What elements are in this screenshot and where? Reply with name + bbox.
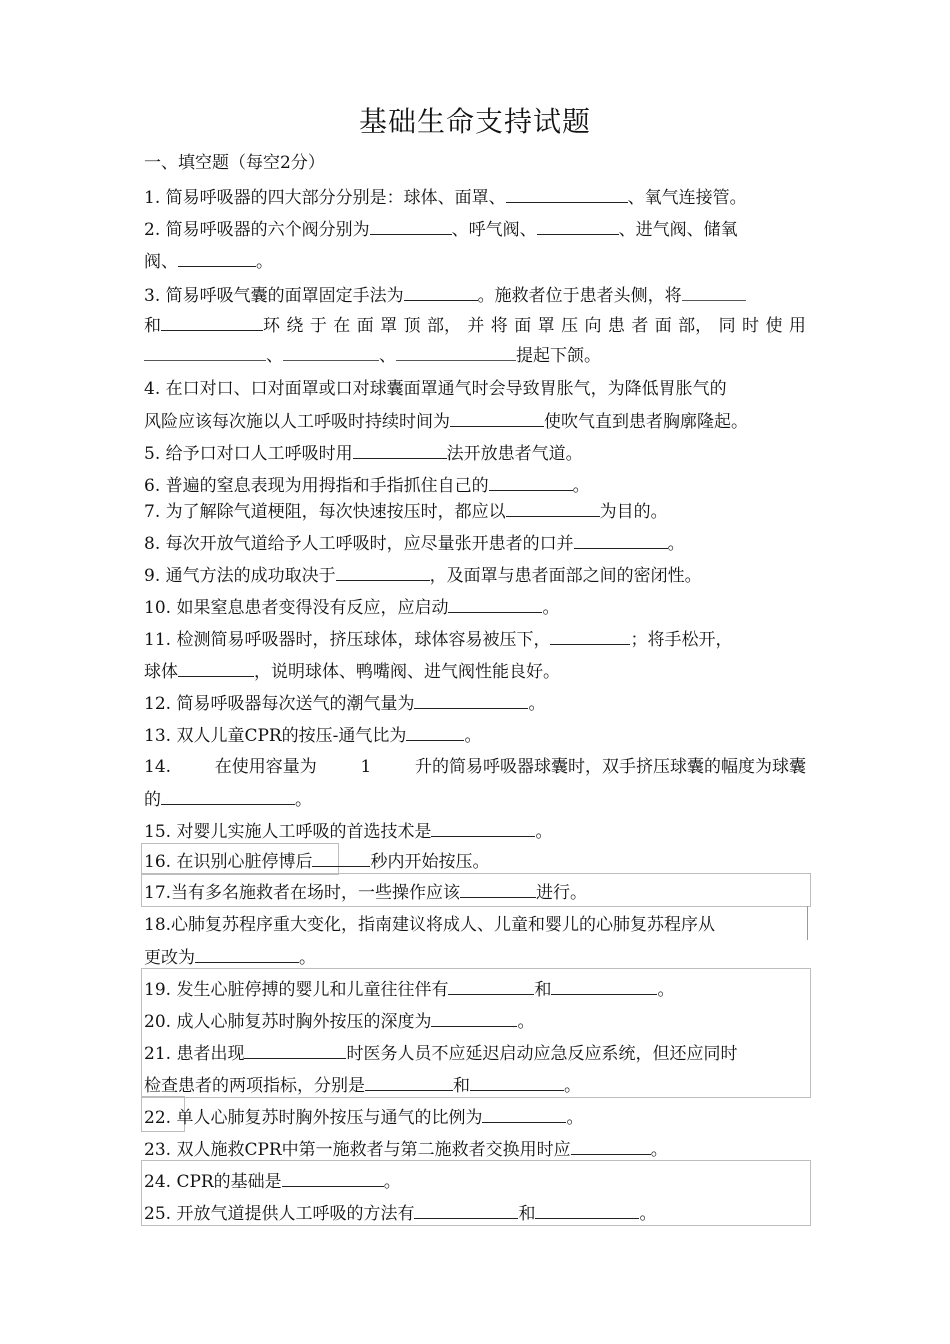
page-title: 基础生命支持试题 xyxy=(358,105,591,138)
answer-blank[interactable] xyxy=(448,596,542,613)
question-15 xyxy=(144,820,552,842)
question-text: ，及面罩与患者面部之间的密闭性。 xyxy=(429,566,702,586)
question-21-cont xyxy=(144,1074,581,1096)
question-text: 2. 简易呼吸器的六个阀分别为 xyxy=(144,220,370,240)
question-19 xyxy=(144,978,674,1000)
question-text: 、 xyxy=(379,346,396,366)
question-text: 检查患者的两项指标，分别是 xyxy=(144,1076,365,1096)
answer-blank[interactable] xyxy=(489,474,573,491)
question-text: 。施救者位于患者头侧，将 xyxy=(477,286,682,306)
answer-blank[interactable] xyxy=(682,284,746,301)
answer-blank[interactable] xyxy=(535,1202,639,1219)
answer-blank[interactable] xyxy=(336,564,430,581)
question-text: 和 xyxy=(453,1076,470,1096)
answer-blank[interactable] xyxy=(550,628,630,645)
question-text: 向 xyxy=(584,316,602,336)
question-text: 11. 检测简易呼吸器时，挤压球体，球体容易被压下， xyxy=(144,630,551,650)
question-text: 。 xyxy=(657,980,675,1000)
answer-blank[interactable] xyxy=(312,850,370,867)
answer-blank[interactable] xyxy=(353,442,447,459)
question-text: 提起下颌。 xyxy=(516,346,601,366)
answer-blank[interactable] xyxy=(506,500,600,517)
question-text: 者 xyxy=(631,316,649,336)
answer-blank[interactable] xyxy=(482,1106,566,1123)
question-text: 。 xyxy=(667,534,685,554)
question-24 xyxy=(144,1170,401,1192)
question-text: 压 xyxy=(561,316,579,336)
question-text: 使吹气直到患者胸廓隆起。 xyxy=(544,412,748,432)
question-text: 升的简易呼吸器球囊时，双手挤压球囊的幅度为球囊 xyxy=(414,757,806,777)
answer-blank[interactable] xyxy=(450,410,544,427)
question-text: 5. 给予口对口人工呼吸时用 xyxy=(144,444,353,464)
question-text: 21. 患者出现 xyxy=(144,1044,245,1064)
question-4-cont xyxy=(144,410,748,432)
question-14 xyxy=(144,756,806,778)
question-text: 1. 简易呼吸器的四大部分分别是：球体、面罩、 xyxy=(144,188,506,208)
question-text: 为目的。 xyxy=(599,502,668,522)
answer-blank[interactable] xyxy=(431,1010,517,1027)
question-text: 23. 双人施救CPR中第一施救者与第二施救者交换用时应 xyxy=(144,1140,571,1160)
question-text: 并 xyxy=(467,316,485,336)
answer-blank[interactable] xyxy=(144,344,266,361)
question-25 xyxy=(144,1202,656,1224)
question-text: 罩 xyxy=(537,316,555,336)
question-7 xyxy=(144,500,668,522)
question-3-cont xyxy=(144,314,806,336)
question-text: 4. 在口对口、口对面罩或口对球囊面罩通气时会导致胃胀气，为降低胃胀气的 xyxy=(144,379,727,399)
answer-blank[interactable] xyxy=(448,978,534,995)
question-text: 时医务人员不应延迟启动应急反应系统，但还应同时 xyxy=(346,1044,738,1064)
question-text: 部， xyxy=(678,316,713,336)
question-text: 顶 xyxy=(403,316,421,336)
question-text: 风险应该每次施以人工呼吸时持续时间为 xyxy=(144,412,450,432)
question-text: 更改为 xyxy=(144,948,195,968)
question-text: 部， xyxy=(426,316,461,336)
question-text: 3. 简易呼吸气囊的面罩固定手法为 xyxy=(144,286,404,306)
question-text: 20. 成人心肺复苏时胸外按压的深度为 xyxy=(144,1012,432,1032)
question-6 xyxy=(144,474,590,496)
question-text: 同 xyxy=(718,316,736,336)
question-4 xyxy=(144,378,727,400)
question-text: 。 xyxy=(464,726,482,746)
answer-blank[interactable] xyxy=(365,1074,453,1091)
question-text: 和 xyxy=(534,980,552,1000)
scan-mark xyxy=(807,906,808,940)
question-text: 。 xyxy=(572,476,590,496)
question-text: 25. 开放气道提供人工呼吸的方法有 xyxy=(144,1204,415,1224)
answer-blank[interactable] xyxy=(574,532,668,549)
question-text: 7. 为了解除气道梗阻，每次快速按压时，都应以 xyxy=(144,502,506,522)
question-22 xyxy=(144,1106,583,1128)
question-text: 。 xyxy=(517,1012,535,1032)
question-text: ，说明球体、鸭嘴阀、进气阀性能良好。 xyxy=(254,662,560,682)
answer-blank[interactable] xyxy=(404,284,478,301)
answer-blank[interactable] xyxy=(431,820,535,837)
question-text: 22. 单人心肺复苏时胸外按压与通气的比例为 xyxy=(144,1108,483,1128)
question-2-cont xyxy=(144,250,273,272)
question-text: 13. 双人儿童CPR的按压-通气比为 xyxy=(144,726,407,746)
question-text: 、呼气阀、 xyxy=(451,220,537,240)
section-heading: 一、填空题（每空2分） xyxy=(144,153,325,173)
question-10 xyxy=(144,596,559,618)
answer-blank[interactable] xyxy=(551,978,657,995)
question-text: 环 xyxy=(263,316,280,336)
question-2 xyxy=(144,218,738,240)
question-text: 。 xyxy=(542,598,560,618)
question-text: 14. xyxy=(144,757,172,777)
question-text: 进行。 xyxy=(536,883,588,903)
question-text: 。 xyxy=(535,822,553,842)
question-text: 法开放患者气道。 xyxy=(446,444,583,464)
question-text: 。 xyxy=(639,1204,657,1224)
question-text: 。 xyxy=(566,1108,584,1128)
question-text: 和 xyxy=(144,316,161,336)
answer-blank[interactable] xyxy=(414,1202,518,1219)
question-text: 。 xyxy=(295,790,312,810)
question-text: 秒内开始按压。 xyxy=(370,852,490,872)
question-text: ；将手松开， xyxy=(630,630,733,650)
answer-blank[interactable] xyxy=(414,692,528,709)
question-text: 15. 对婴儿实施人工呼吸的首选技术是 xyxy=(144,822,432,842)
answer-blank[interactable] xyxy=(506,186,628,203)
answer-blank[interactable] xyxy=(283,344,379,361)
answer-blank[interactable] xyxy=(178,660,254,677)
question-12 xyxy=(144,692,545,714)
question-16 xyxy=(144,850,489,872)
question-text: 面 xyxy=(654,316,672,336)
question-17 xyxy=(144,881,587,903)
question-9 xyxy=(144,564,702,586)
question-13 xyxy=(144,724,481,746)
question-21 xyxy=(144,1042,737,1064)
question-text: 。 xyxy=(256,252,273,272)
answer-blank[interactable] xyxy=(195,946,299,963)
question-text: 、氧气连接管。 xyxy=(627,188,747,208)
question-text: 阀、 xyxy=(144,252,178,272)
answer-blank[interactable] xyxy=(161,314,263,331)
answer-blank[interactable] xyxy=(370,218,452,235)
question-text: 24. CPR的基础是 xyxy=(144,1172,282,1192)
answer-blank[interactable] xyxy=(470,1074,564,1091)
question-text: 。 xyxy=(650,1140,668,1160)
question-text: 患 xyxy=(607,316,625,336)
question-text: 使 xyxy=(765,316,783,336)
question-text-group xyxy=(144,314,280,337)
answer-blank[interactable] xyxy=(396,344,516,361)
question-text: 在 xyxy=(333,316,351,336)
answer-blank[interactable] xyxy=(460,881,536,898)
question-18 xyxy=(144,914,715,936)
question-11-cont xyxy=(144,660,560,682)
question-text: 、进气阀、储氧 xyxy=(618,220,738,240)
question-text: 10. 如果窒息患者变得没有反应，应启动 xyxy=(144,598,449,618)
question-3-cont2 xyxy=(144,344,601,366)
question-text: 12. 简易呼吸器每次送气的潮气量为 xyxy=(144,694,415,714)
answer-blank[interactable] xyxy=(571,1138,651,1155)
answer-blank[interactable] xyxy=(406,724,464,741)
question-text: 。 xyxy=(564,1076,581,1096)
question-text: 的 xyxy=(144,790,161,810)
question-11 xyxy=(144,628,732,650)
answer-blank[interactable] xyxy=(282,1170,384,1187)
question-text: 罩 xyxy=(380,316,398,336)
question-23 xyxy=(144,1138,668,1160)
answer-blank[interactable] xyxy=(178,250,256,267)
question-text: 和 xyxy=(518,1204,536,1224)
question-1 xyxy=(144,186,747,208)
question-text: 。 xyxy=(528,694,546,714)
question-text: 于 xyxy=(309,316,327,336)
question-text: 绕 xyxy=(286,316,304,336)
question-text: 18.心肺复苏程序重大变化，指南建议将成人、儿童和婴儿的心肺复苏程序从 xyxy=(144,915,716,935)
question-text: 17.当有多名施救者在场时，一些操作应该 xyxy=(144,883,461,903)
question-text: 面 xyxy=(356,316,374,336)
question-text: 时 xyxy=(742,316,760,336)
question-text: 19. 发生心脏停搏的婴儿和儿童往往伴有 xyxy=(144,980,449,1000)
question-20 xyxy=(144,1010,534,1032)
question-text: 、 xyxy=(266,346,283,366)
question-5 xyxy=(144,442,583,464)
question-text: 9. 通气方法的成功取决于 xyxy=(144,566,336,586)
answer-blank[interactable] xyxy=(161,788,295,805)
question-18-cont xyxy=(144,946,316,968)
question-text: 将 xyxy=(490,316,508,336)
question-8 xyxy=(144,532,685,554)
question-text: 。 xyxy=(383,1172,401,1192)
question-14-cont xyxy=(144,788,312,810)
answer-blank[interactable] xyxy=(244,1042,346,1059)
question-text: 在使用容量为 xyxy=(214,757,317,777)
question-text: 面 xyxy=(514,316,532,336)
answer-blank[interactable] xyxy=(537,218,619,235)
question-text: 球体 xyxy=(144,662,178,682)
question-text: 用 xyxy=(788,316,806,336)
question-text: 16. 在识别心脏停博后 xyxy=(144,852,313,872)
question-3 xyxy=(144,284,746,306)
question-text: 。 xyxy=(299,948,316,968)
question-text: 1 xyxy=(360,757,372,777)
question-text: 8. 每次开放气道给予人工呼吸时，应尽量张开患者的口并 xyxy=(144,534,574,554)
question-text: 6. 普遍的窒息表现为用拇指和手指抓住自己的 xyxy=(144,476,489,496)
